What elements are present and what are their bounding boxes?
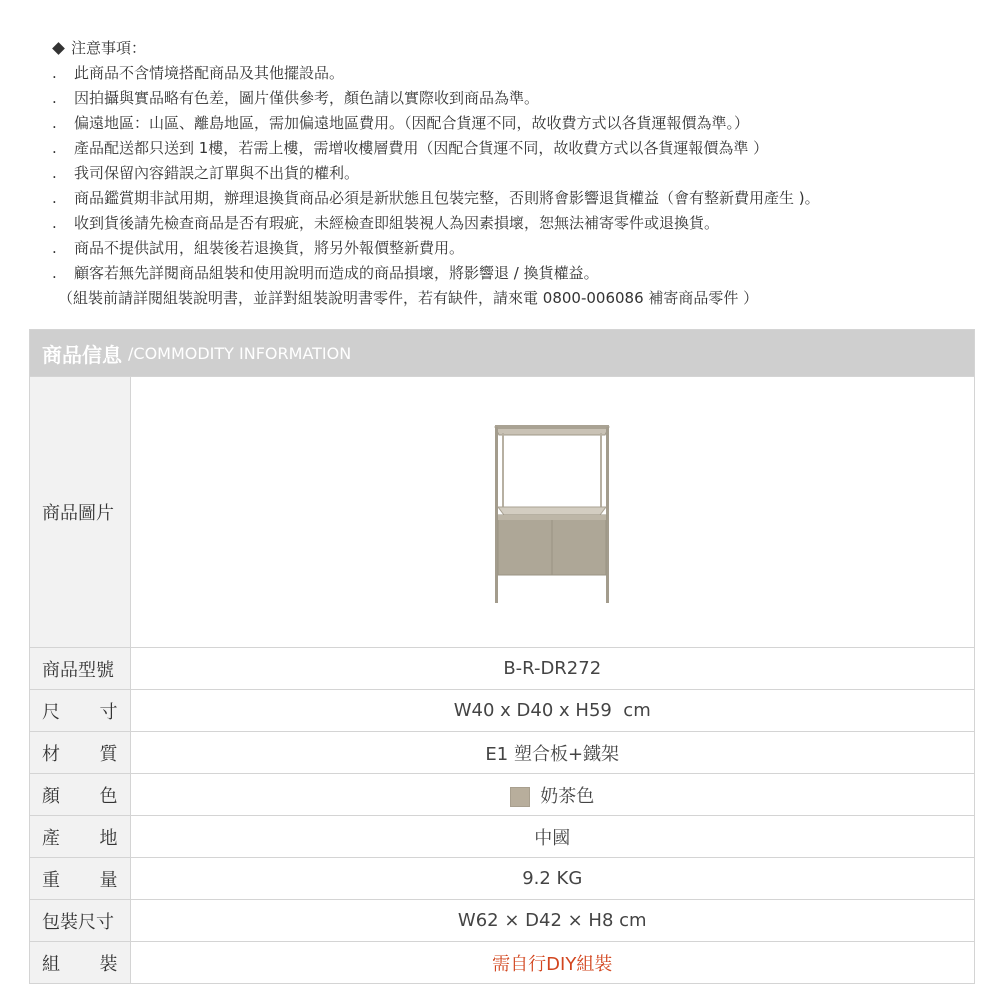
color-label [30,774,130,816]
info-subtitle: /COMMODITY INFORMATION [128,343,352,363]
bullet: . [52,239,57,257]
row-size [30,690,974,732]
material-label-a: 材 [42,743,60,765]
row-package-size [30,900,974,942]
color-label-a: 顏 [42,785,60,807]
color-label-b: 色 [99,785,118,807]
row-color [30,774,974,816]
assembly-label-a: 組 [42,953,60,975]
info-title: 商品信息 [42,342,122,367]
origin-label-a: 產 [42,827,60,849]
bullet: . [52,89,57,107]
row-product-image [30,377,974,648]
note-item [48,136,988,161]
material-label-b: 質 [99,743,118,765]
row-origin [30,816,974,858]
weight-label [30,858,130,900]
bullet: . [52,64,57,82]
note-text: 偏遠地區：山區、離島地區，需加偏遠地區費用。（因配合貨運不同，故收費方式以各貨運報價為準。） [74,114,750,132]
note-text: 收到貨後請先檢查商品是否有瑕疵，未經檢查即組裝視人為因素損壞，恕無法補寄零件或退換貨。 [74,214,720,232]
note-text: 商品不提供試用，組裝後若退換貨，將另外報價整新費用。 [74,239,465,257]
material-value: E1 塑合板+鐵架 [130,732,974,774]
note-item [48,261,988,286]
bullet: . [52,264,57,282]
diamond-icon [52,42,65,55]
note-item [48,186,988,211]
bullet: . [52,214,57,232]
notes-section [48,36,988,311]
size-label-a: 尺 [42,701,60,723]
bullet: . [52,114,57,132]
note-item [48,161,988,186]
package-size-label: 包裝尺寸 [30,900,130,942]
commodity-info-section [29,329,975,984]
note-text: 產品配送都只送到 1樓，若需上樓，需增收樓層費用（因配合貨運不同，故收費方式以各貨運報價為準 ） [74,139,769,157]
notes-heading [48,36,988,61]
image-label: 商品圖片 [30,377,130,648]
bullet: . [52,139,57,157]
material-label [30,732,130,774]
assembly-label-b: 裝 [99,953,118,975]
note-text: 我司保留內容錯誤之訂單與不出貨的權利。 [74,164,360,182]
bullet: . [52,189,57,207]
model-value: B-R-DR272 [130,648,974,690]
row-weight [30,858,974,900]
note-item [48,61,988,86]
note-text: 商品鑑賞期非試用期，辦理退換貨商品必須是新狀態且包裝完整，否則將會影響退貨權益（會有整新費用產生 )。 [74,189,820,207]
size-value: W40 x D40 x H59 cm [130,690,974,732]
row-material [30,732,974,774]
note-text: 此商品不含情境搭配商品及其他擺設品。 [74,64,345,82]
origin-label-b: 地 [99,827,118,849]
product-image-cell [130,377,974,648]
note-item [48,111,988,136]
note-text: 顧客若無先詳閱商品組裝和使用說明而造成的商品損壞，將影響退 / 換貨權益。 [74,264,599,282]
color-value: 奶茶色 [540,785,595,807]
weight-label-a: 重 [42,869,60,891]
color-swatch [510,787,530,807]
model-label: 商品型號 [30,648,130,690]
bullet: . [52,164,57,182]
note-item [48,86,988,111]
weight-value: 9.2 KG [130,858,974,900]
assembly-label [30,942,130,984]
notes-footer: （組裝前請詳閱組裝說明書，並詳對組裝說明書零件，若有缺件，請來電 0800-006086 補寄商品零件 ） [58,289,759,307]
info-table [30,376,974,983]
size-label [30,690,130,732]
notes-heading-text: 注意事項： [71,39,147,57]
row-assembly [30,942,974,984]
assembly-value: 需自行DIY組裝 [130,942,974,984]
note-text: 因拍攝與實品略有色差，圖片僅供參考，顏色請以實際收到商品為準。 [74,89,540,107]
note-item [48,236,988,261]
origin-value: 中國 [130,816,974,858]
info-header [30,330,974,376]
weight-label-b: 量 [99,869,118,891]
row-model [30,648,974,690]
size-label-b: 寸 [99,701,118,723]
note-item [48,211,988,236]
color-value-cell [130,774,974,816]
origin-label [30,816,130,858]
package-size-value: W62 × D42 × H8 cm [130,900,974,942]
product-image [487,415,617,605]
